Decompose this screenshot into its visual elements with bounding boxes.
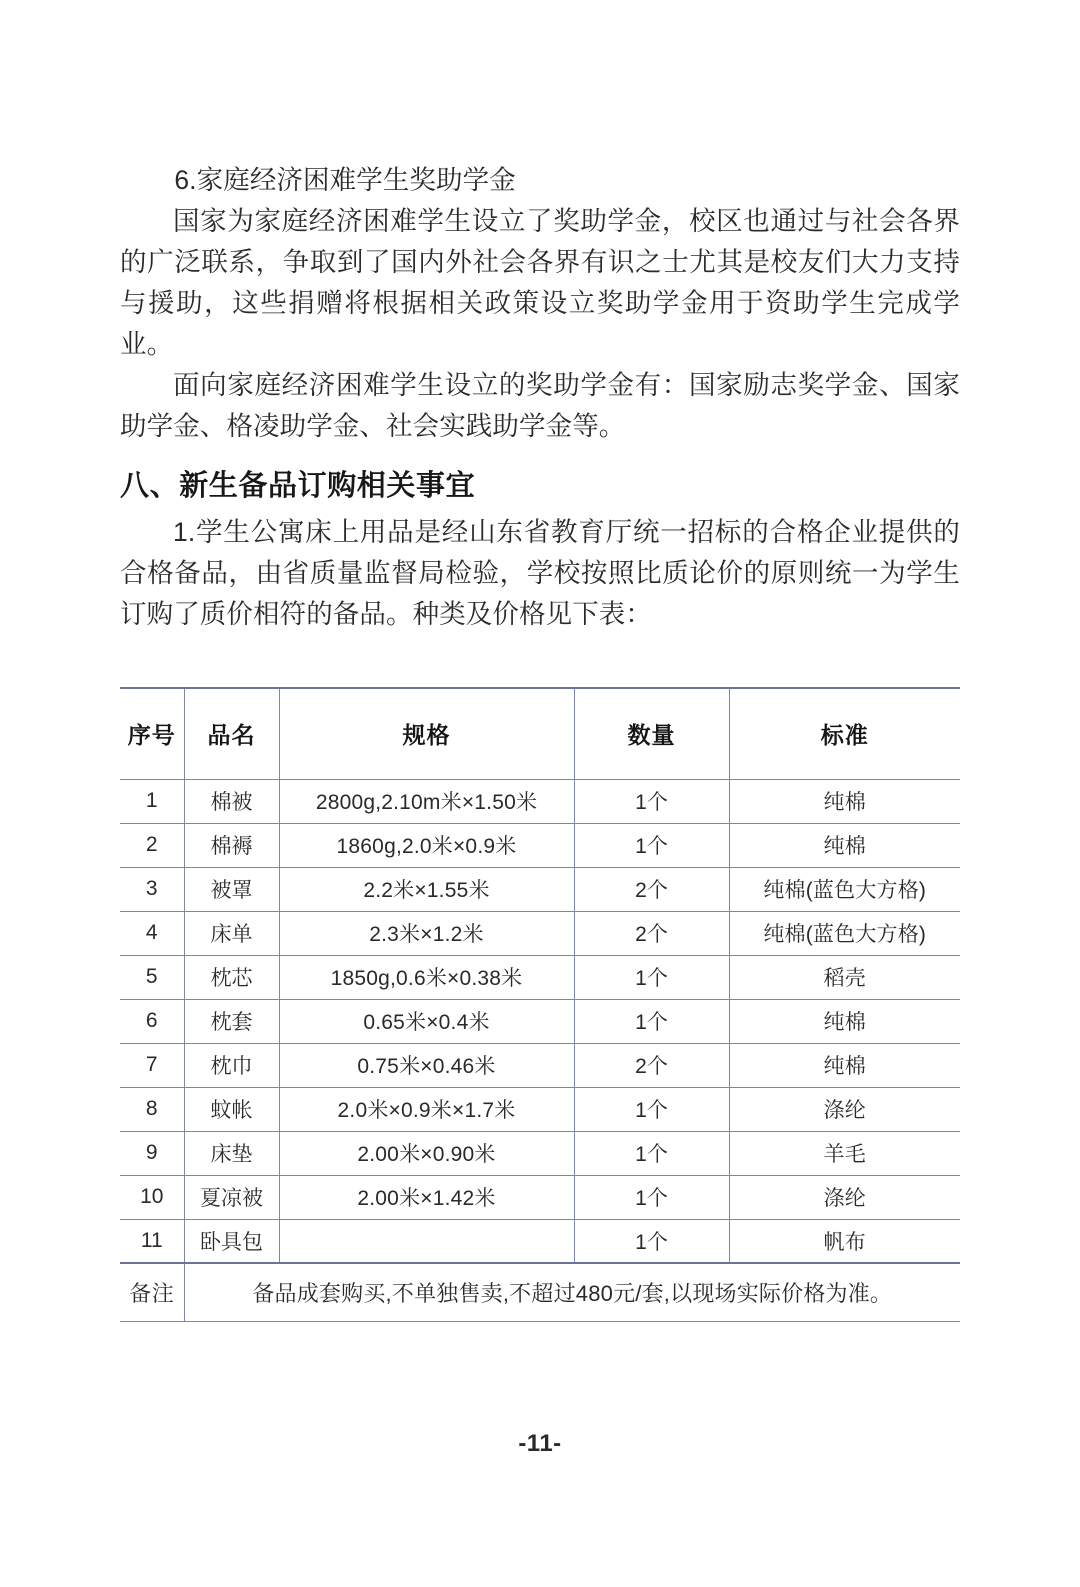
table-row	[120, 1175, 960, 1219]
cell-quantity: 1个	[574, 1219, 729, 1263]
table-row	[120, 867, 960, 911]
cell-name: 床单	[184, 911, 279, 955]
table-row	[120, 1219, 960, 1263]
table-note-row	[120, 1263, 960, 1321]
section-eight-block	[120, 512, 960, 635]
cell-index: 1	[120, 779, 184, 823]
cell-quantity: 1个	[574, 955, 729, 999]
goods-table-head	[120, 688, 960, 779]
cell-index: 9	[120, 1131, 184, 1175]
column-header-quantity: 数量	[574, 688, 729, 779]
cell-index: 6	[120, 999, 184, 1043]
cell-quantity: 2个	[574, 867, 729, 911]
cell-standard: 纯棉	[729, 779, 960, 823]
cell-index: 4	[120, 911, 184, 955]
cell-quantity: 1个	[574, 779, 729, 823]
cell-spec: 1850g,0.6米×0.38米	[279, 955, 574, 999]
column-header-spec: 规格	[279, 688, 574, 779]
cell-index: 11	[120, 1219, 184, 1263]
cell-standard: 稻壳	[729, 955, 960, 999]
column-header-standard: 标准	[729, 688, 960, 779]
cell-name: 枕芯	[184, 955, 279, 999]
cell-quantity: 2个	[574, 911, 729, 955]
cell-standard: 纯棉(蓝色大方格)	[729, 911, 960, 955]
table-row	[120, 779, 960, 823]
table-row	[120, 1087, 960, 1131]
cell-index: 7	[120, 1043, 184, 1087]
note-text: 备品成套购买,不单独售卖,不超过480元/套,以现场实际价格为准。	[184, 1263, 960, 1321]
goods-table-body	[120, 779, 960, 1321]
cell-name: 被罩	[184, 867, 279, 911]
goods-table	[120, 687, 960, 1322]
table-row	[120, 823, 960, 867]
goods-table-container	[120, 687, 960, 1322]
cell-name: 卧具包	[184, 1219, 279, 1263]
table-row	[120, 1131, 960, 1175]
cell-name: 夏凉被	[184, 1175, 279, 1219]
cell-name: 枕巾	[184, 1043, 279, 1087]
cell-standard: 纯棉	[729, 1043, 960, 1087]
note-label: 备注	[120, 1263, 184, 1321]
section-eight-paragraph: 1.学生公寓床上用品是经山东省教育厅统一招标的合格企业提供的合格备品，由省质量监督局检验，学校按照比质论价的原则统一为学生订购了质价相符的备品。种类及价格见下表：	[120, 517, 960, 629]
column-header-index: 序号	[120, 688, 184, 779]
cell-standard: 纯棉(蓝色大方格)	[729, 867, 960, 911]
cell-name: 枕套	[184, 999, 279, 1043]
cell-spec: 1860g,2.0米×0.9米	[279, 823, 574, 867]
cell-index: 3	[120, 867, 184, 911]
column-header-name: 品名	[184, 688, 279, 779]
cell-index: 8	[120, 1087, 184, 1131]
cell-index: 5	[120, 955, 184, 999]
section-six-paragraph-2: 面向家庭经济困难学生设立的奖助学金有：国家励志奖学金、国家助学金、格凌助学金、社会实践助学金等。	[120, 370, 960, 441]
cell-spec	[279, 1219, 574, 1263]
cell-quantity: 1个	[574, 999, 729, 1043]
cell-quantity: 2个	[574, 1043, 729, 1087]
section-six-heading: 6.家庭经济困难学生奖助学金	[174, 165, 516, 195]
cell-name: 床垫	[184, 1131, 279, 1175]
cell-spec: 0.65米×0.4米	[279, 999, 574, 1043]
cell-standard: 帆布	[729, 1219, 960, 1263]
table-row	[120, 911, 960, 955]
cell-standard: 纯棉	[729, 999, 960, 1043]
section-six-block	[120, 160, 960, 447]
table-header-row	[120, 688, 960, 779]
cell-standard: 纯棉	[729, 823, 960, 867]
cell-index: 10	[120, 1175, 184, 1219]
cell-standard: 涤纶	[729, 1175, 960, 1219]
cell-standard: 涤纶	[729, 1087, 960, 1131]
cell-name: 棉褥	[184, 823, 279, 867]
cell-spec: 0.75米×0.46米	[279, 1043, 574, 1087]
section-six-paragraph-1: 国家为家庭经济困难学生设立了奖助学金，校区也通过与社会各界的广泛联系，争取到了国内外社会各界有识之士尤其是校友们大力支持与援助，这些捐赠将根据相关政策设立奖助学金用于资助学生完成学业。	[120, 206, 960, 359]
page-number: -11-	[518, 1430, 562, 1457]
cell-spec: 2.00米×0.90米	[279, 1131, 574, 1175]
cell-spec: 2.00米×1.42米	[279, 1175, 574, 1219]
cell-name: 蚊帐	[184, 1087, 279, 1131]
cell-quantity: 1个	[574, 823, 729, 867]
section-eight-heading: 八、新生备品订购相关事宜	[120, 470, 476, 502]
cell-standard: 羊毛	[729, 1131, 960, 1175]
cell-spec: 2.0米×0.9米×1.7米	[279, 1087, 574, 1131]
cell-quantity: 1个	[574, 1087, 729, 1131]
table-row	[120, 955, 960, 999]
cell-quantity: 1个	[574, 1175, 729, 1219]
cell-quantity: 1个	[574, 1131, 729, 1175]
cell-spec: 2.2米×1.55米	[279, 867, 574, 911]
table-row	[120, 1043, 960, 1087]
cell-spec: 2.3米×1.2米	[279, 911, 574, 955]
cell-name: 棉被	[184, 779, 279, 823]
cell-index: 2	[120, 823, 184, 867]
cell-spec: 2800g,2.10m米×1.50米	[279, 779, 574, 823]
table-row	[120, 999, 960, 1043]
